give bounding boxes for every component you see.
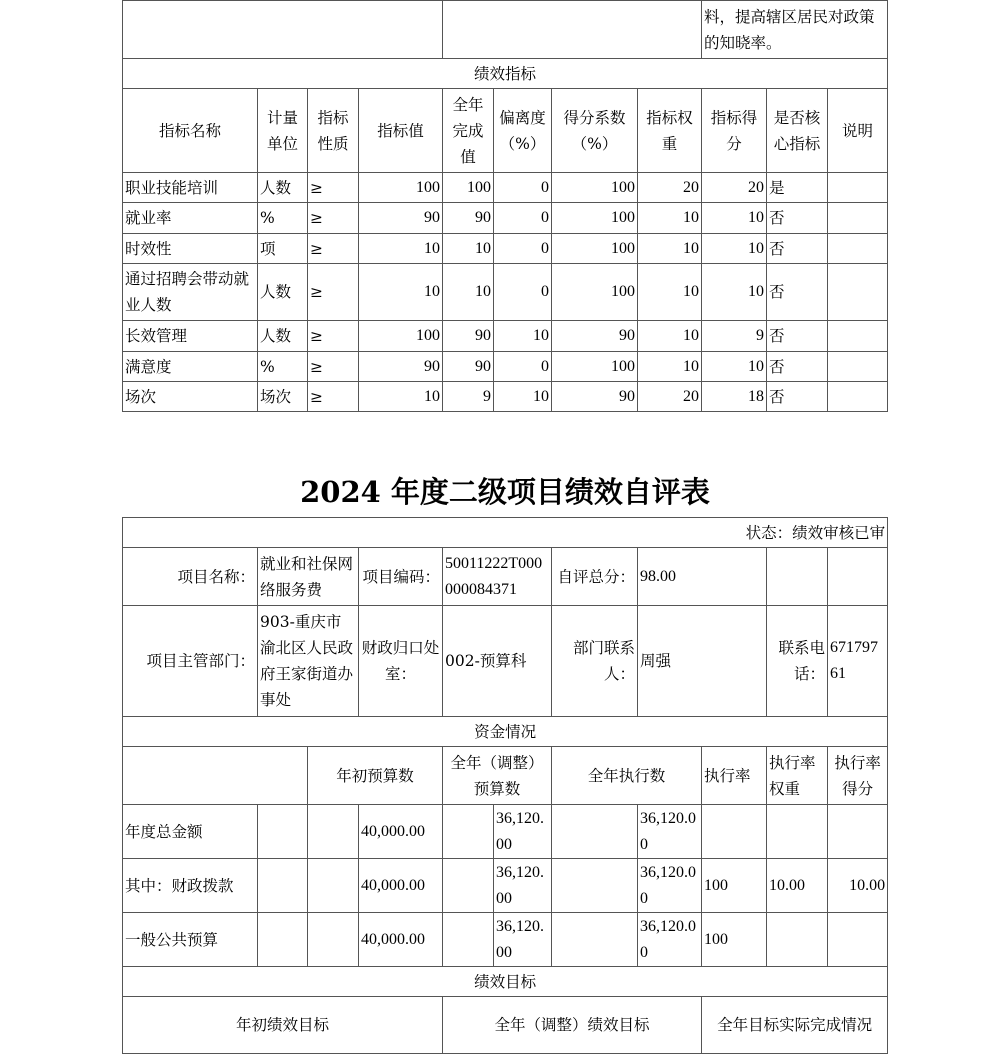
indicator-cell <box>828 203 888 234</box>
indicator-cell: ≥ <box>308 382 359 412</box>
empty-cell <box>552 805 638 859</box>
phone: 67179761 <box>828 606 888 717</box>
indicator-cell: % <box>258 352 308 382</box>
funds-executed: 36,120.00 <box>638 859 702 913</box>
indicator-cell: 10 <box>638 352 702 382</box>
funds-header-adjusted: 全年（调整）预算数 <box>443 747 552 805</box>
indicator-cell: 10 <box>359 382 443 412</box>
funds-executed: 36,120.00 <box>638 913 702 967</box>
funds-weight <box>767 913 828 967</box>
indicator-cell: 人数 <box>258 321 308 352</box>
indicator-cell: 90 <box>359 352 443 382</box>
indicator-cell: 100 <box>443 173 494 203</box>
empty-cell <box>308 913 359 967</box>
indicator-cell: 20 <box>638 382 702 412</box>
indicator-cell: ≥ <box>308 173 359 203</box>
indicator-cell: % <box>258 203 308 234</box>
indicator-cell: 90 <box>443 321 494 352</box>
funds-weight <box>767 805 828 859</box>
dept-label: 项目主管部门： <box>123 606 258 717</box>
funds-row-label: 其中：财政拨款 <box>123 859 258 913</box>
funds-initial: 40,000.00 <box>359 913 443 967</box>
empty-cell <box>552 913 638 967</box>
indicator-cell: 10 <box>494 321 552 352</box>
funds-adjusted: 36,120.00 <box>494 913 552 967</box>
finance-office-label: 财政归口处室： <box>359 606 443 717</box>
indicator-cell: 是 <box>767 173 828 203</box>
indicator-cell: ≥ <box>308 352 359 382</box>
performance-indicator-table <box>122 0 888 412</box>
indicator-cell: 10 <box>702 203 767 234</box>
top-cell-1 <box>123 1 443 59</box>
indicator-cell: 100 <box>552 352 638 382</box>
indicator-header: 指标值 <box>359 89 443 173</box>
indicator-cell: 人数 <box>258 264 308 321</box>
indicator-cell: 100 <box>552 203 638 234</box>
indicator-cell: 90 <box>359 203 443 234</box>
indicator-cell: ≥ <box>308 203 359 234</box>
funds-rate <box>702 805 767 859</box>
indicator-cell: 100 <box>359 321 443 352</box>
indicator-cell: 10 <box>702 264 767 321</box>
indicator-cell: 100 <box>359 173 443 203</box>
indicator-cell: 职业技能培训 <box>123 173 258 203</box>
section-title-funds: 资金情况 <box>123 717 888 747</box>
indicator-cell: 100 <box>552 173 638 203</box>
indicator-cell <box>828 321 888 352</box>
table-row <box>123 913 888 967</box>
goals-header-initial: 年初绩效目标 <box>123 997 443 1054</box>
indicator-cell: 10 <box>638 203 702 234</box>
indicator-cell: 10 <box>702 352 767 382</box>
indicator-cell <box>828 173 888 203</box>
indicator-cell: 10 <box>638 321 702 352</box>
empty-cell <box>443 859 494 913</box>
empty-cell <box>258 859 308 913</box>
table-row <box>123 805 888 859</box>
indicator-cell: 90 <box>443 352 494 382</box>
indicator-cell: ≥ <box>308 321 359 352</box>
indicator-cell: 10 <box>702 234 767 264</box>
indicator-header: 全年完成值 <box>443 89 494 173</box>
project-name: 就业和社保网络服务费 <box>258 548 359 606</box>
empty-cell <box>767 548 828 606</box>
indicator-cell: 10 <box>443 234 494 264</box>
table-row <box>123 264 888 321</box>
goals-header-actual: 全年目标实际完成情况 <box>702 997 888 1054</box>
indicator-cell: 20 <box>702 173 767 203</box>
indicator-header: 偏离度（%） <box>494 89 552 173</box>
section-title-goals: 绩效目标 <box>123 967 888 997</box>
indicator-cell: 90 <box>443 203 494 234</box>
funds-row-label: 年度总金额 <box>123 805 258 859</box>
page-title: 2024 年度二级项目绩效自评表 <box>300 475 710 509</box>
indicator-header: 说明 <box>828 89 888 173</box>
indicator-cell: ≥ <box>308 264 359 321</box>
phone-label: 联系电话： <box>767 606 828 717</box>
funds-executed: 36,120.00 <box>638 805 702 859</box>
dept: 903-重庆市渝北区人民政府王家街道办事处 <box>258 606 359 717</box>
indicator-cell: 10 <box>638 264 702 321</box>
indicator-cell: 10 <box>359 264 443 321</box>
indicator-cell: 90 <box>552 321 638 352</box>
indicator-cell <box>828 352 888 382</box>
indicator-cell: 100 <box>552 234 638 264</box>
indicator-cell: 10 <box>494 382 552 412</box>
indicator-cell: 长效管理 <box>123 321 258 352</box>
indicator-header: 指标得分 <box>702 89 767 173</box>
funds-weight: 10.00 <box>767 859 828 913</box>
empty-cell <box>123 747 308 805</box>
indicator-cell: 就业率 <box>123 203 258 234</box>
table-row <box>123 352 888 382</box>
funds-header-score: 执行率得分 <box>828 747 888 805</box>
funds-header-executed: 全年执行数 <box>552 747 702 805</box>
indicator-cell: ≥ <box>308 234 359 264</box>
contact: 周强 <box>638 606 767 717</box>
empty-cell <box>443 805 494 859</box>
empty-cell <box>258 805 308 859</box>
goals-header-adjusted: 全年（调整）绩效目标 <box>443 997 702 1054</box>
indicator-cell: 通过招聘会带动就业人数 <box>123 264 258 321</box>
funds-initial: 40,000.00 <box>359 859 443 913</box>
indicator-cell: 人数 <box>258 173 308 203</box>
indicator-cell: 0 <box>494 352 552 382</box>
indicator-header: 指标权重 <box>638 89 702 173</box>
indicator-cell: 满意度 <box>123 352 258 382</box>
table-row <box>123 382 888 412</box>
funds-header-initial: 年初预算数 <box>308 747 443 805</box>
top-cell-3: 料，提高辖区居民对政策的知晓率。 <box>702 1 888 59</box>
self-evaluation-table <box>122 517 888 1054</box>
funds-rate: 100 <box>702 859 767 913</box>
indicator-cell: 否 <box>767 264 828 321</box>
table-row <box>123 173 888 203</box>
funds-score <box>828 805 888 859</box>
funds-header-weight: 执行率权重 <box>767 747 828 805</box>
indicator-cell: 否 <box>767 203 828 234</box>
empty-cell <box>308 805 359 859</box>
indicator-cell: 0 <box>494 234 552 264</box>
table-row <box>123 234 888 264</box>
indicator-cell: 项 <box>258 234 308 264</box>
indicator-cell: 0 <box>494 173 552 203</box>
indicator-cell: 18 <box>702 382 767 412</box>
indicator-cell: 10 <box>638 234 702 264</box>
indicator-cell: 场次 <box>258 382 308 412</box>
status-text: 状态：绩效审核已审 <box>123 518 888 548</box>
indicator-header: 是否核心指标 <box>767 89 828 173</box>
table-row <box>123 203 888 234</box>
indicator-cell: 9 <box>443 382 494 412</box>
top-cell-2 <box>443 1 702 59</box>
empty-cell <box>258 913 308 967</box>
indicator-cell: 10 <box>359 234 443 264</box>
indicator-cell: 0 <box>494 264 552 321</box>
indicator-cell: 时效性 <box>123 234 258 264</box>
indicator-cell: 否 <box>767 234 828 264</box>
self-score: 98.00 <box>638 548 767 606</box>
indicator-cell <box>828 234 888 264</box>
project-name-label: 项目名称： <box>123 548 258 606</box>
indicator-header: 得分系数（%） <box>552 89 638 173</box>
funds-rate: 100 <box>702 913 767 967</box>
indicator-cell: 场次 <box>123 382 258 412</box>
funds-initial: 40,000.00 <box>359 805 443 859</box>
indicator-header: 指标性质 <box>308 89 359 173</box>
funds-adjusted: 36,120.00 <box>494 859 552 913</box>
indicator-cell: 否 <box>767 321 828 352</box>
table-row <box>123 859 888 913</box>
finance-office: 002-预算科 <box>443 606 552 717</box>
section-title-indicators: 绩效指标 <box>123 59 888 89</box>
empty-cell <box>443 913 494 967</box>
indicator-cell: 10 <box>443 264 494 321</box>
funds-score: 10.00 <box>828 859 888 913</box>
indicator-cell: 90 <box>552 382 638 412</box>
funds-adjusted: 36,120.00 <box>494 805 552 859</box>
indicator-cell: 否 <box>767 352 828 382</box>
project-code: 50011222T000000084371 <box>443 548 552 606</box>
indicator-cell: 100 <box>552 264 638 321</box>
empty-cell <box>552 859 638 913</box>
indicator-cell <box>828 382 888 412</box>
funds-header-rate: 执行率 <box>702 747 767 805</box>
indicator-cell <box>828 264 888 321</box>
contact-label: 部门联系人： <box>552 606 638 717</box>
indicator-header: 指标名称 <box>123 89 258 173</box>
indicator-cell: 否 <box>767 382 828 412</box>
funds-score <box>828 913 888 967</box>
funds-row-label: 一般公共预算 <box>123 913 258 967</box>
indicator-header: 计量单位 <box>258 89 308 173</box>
indicator-cell: 20 <box>638 173 702 203</box>
empty-cell <box>308 859 359 913</box>
table-row <box>123 321 888 352</box>
self-score-label: 自评总分： <box>552 548 638 606</box>
empty-cell <box>828 548 888 606</box>
indicator-cell: 9 <box>702 321 767 352</box>
indicator-cell: 0 <box>494 203 552 234</box>
project-code-label: 项目编码： <box>359 548 443 606</box>
